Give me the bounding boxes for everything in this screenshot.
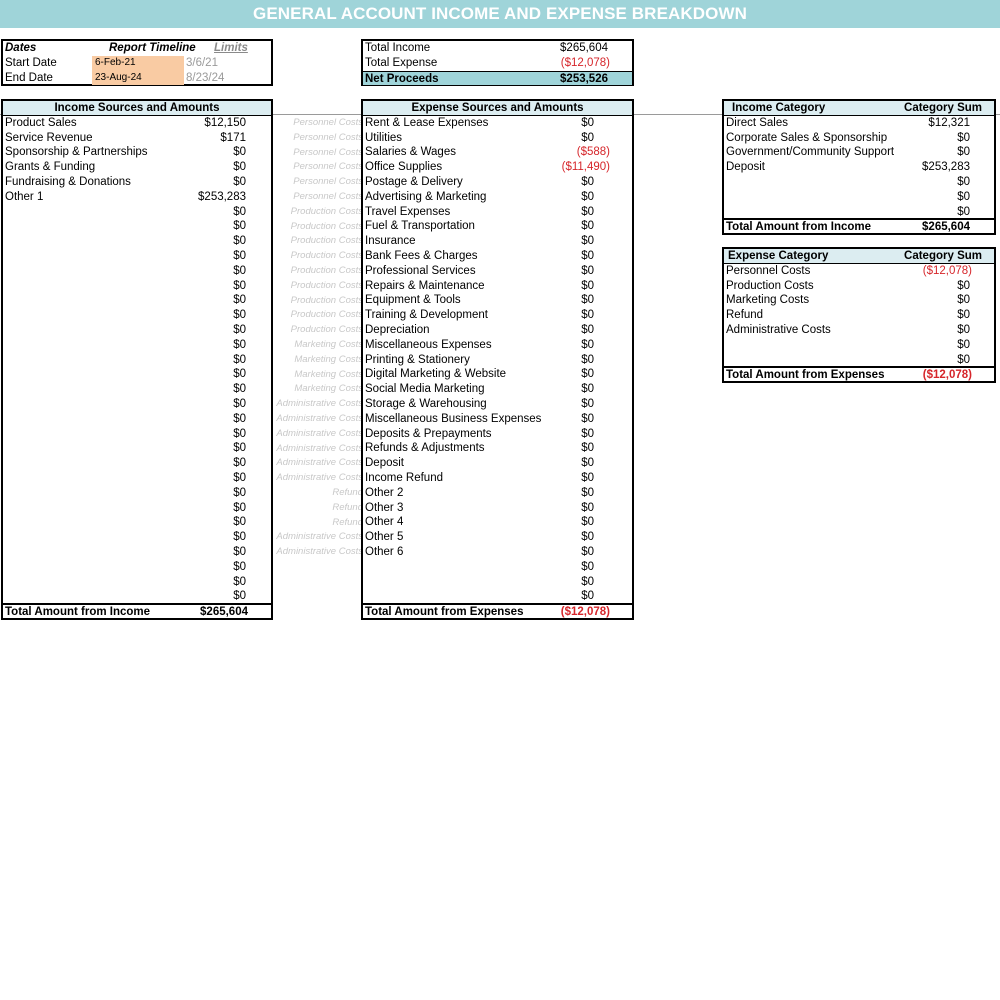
income-row-label: Fundraising & Donations — [5, 175, 131, 188]
expense-row-label: Salaries & Wages — [365, 146, 456, 159]
expense-category-hint: Administrative Costs — [276, 546, 363, 558]
expense-row — [363, 219, 632, 234]
expense-row — [363, 175, 632, 190]
income-row-amount[interactable]: $0 — [233, 397, 246, 410]
expense-row-amount[interactable]: $0 — [581, 264, 594, 277]
income-row — [3, 338, 271, 353]
expense-category-row-amount[interactable]: $0 — [957, 323, 970, 336]
income-row-amount[interactable]: $0 — [233, 560, 246, 573]
income-row-amount[interactable]: $0 — [233, 353, 246, 366]
expense-row-label: Insurance — [365, 235, 416, 248]
expense-row — [363, 560, 632, 575]
expense-category-row-amount[interactable]: ($12,078) — [922, 264, 972, 277]
expense-row-amount[interactable]: $0 — [581, 590, 594, 603]
expense-row — [363, 456, 632, 471]
expense-category-row — [724, 338, 994, 353]
expense-row-amount[interactable]: $0 — [581, 116, 594, 129]
income-row — [3, 575, 271, 590]
income-category-row-amount[interactable]: $0 — [957, 205, 970, 218]
expense-row-amount[interactable]: $0 — [581, 457, 594, 470]
expense-row-amount[interactable]: $0 — [581, 397, 594, 410]
income-row — [3, 293, 271, 308]
income-category-row-amount[interactable]: $0 — [957, 190, 970, 203]
expense-row — [363, 160, 632, 175]
dates-box — [1, 39, 273, 86]
expense-table — [361, 99, 634, 620]
expense-row-amount[interactable]: $0 — [581, 235, 594, 248]
income-row-amount[interactable]: $0 — [233, 383, 246, 396]
expense-row-amount[interactable]: $0 — [581, 205, 594, 218]
income-row — [3, 353, 271, 368]
income-row — [3, 560, 271, 575]
expense-row — [363, 427, 632, 442]
expense-category-hint — [275, 575, 363, 590]
start-date-label: Start Date — [5, 56, 57, 69]
expense-category-row — [724, 264, 994, 279]
expense-category-rows — [724, 264, 994, 368]
expense-category-total-label: Total Amount from Expenses — [726, 369, 885, 381]
expense-category-hint: Marketing Costs — [294, 368, 363, 380]
expense-row — [363, 116, 632, 131]
expense-row — [363, 293, 632, 308]
income-row-amount[interactable]: $0 — [233, 249, 246, 262]
expense-row-amount[interactable]: $0 — [581, 175, 594, 188]
income-category-row — [724, 205, 994, 220]
expense-category-row — [724, 323, 994, 338]
expense-row-amount[interactable]: $0 — [581, 323, 594, 336]
income-row — [3, 545, 271, 560]
income-row-label: Other 1 — [5, 190, 44, 203]
income-row — [3, 116, 271, 131]
expense-row-label: Training & Development — [365, 309, 488, 322]
end-date-row — [3, 71, 271, 86]
income-row — [3, 249, 271, 264]
income-row — [3, 234, 271, 249]
expense-row-amount[interactable]: $0 — [581, 412, 594, 425]
expense-row-amount[interactable]: $0 — [581, 427, 594, 440]
expense-row-amount[interactable]: $0 — [581, 516, 594, 529]
expense-category-hint: Refund — [332, 516, 363, 528]
income-row — [3, 427, 271, 442]
expense-category-table — [722, 247, 996, 383]
income-row — [3, 456, 271, 471]
expense-row-label: Storage & Warehousing — [365, 397, 487, 410]
income-row-amount[interactable]: $0 — [233, 161, 246, 174]
expense-row-amount[interactable]: $0 — [581, 190, 594, 203]
expense-category-hint: Personnel Costs — [293, 117, 363, 128]
dates-header-row — [3, 41, 271, 56]
income-category-header-label: Income Category — [732, 102, 826, 114]
expense-total-value: ($12,078) — [560, 606, 610, 618]
income-table-header: Income Sources and Amounts — [3, 101, 271, 116]
income-row-label: Sponsorship & Partnerships — [5, 146, 148, 159]
income-row — [3, 486, 271, 501]
total-expense-value: ($12,078) — [560, 56, 610, 69]
net-proceeds-value: $253,526 — [560, 72, 608, 85]
income-category-rows — [724, 116, 994, 220]
expense-row-label: Depreciation — [365, 323, 430, 336]
expense-row-amount[interactable]: $0 — [581, 294, 594, 307]
expense-row-amount[interactable]: $0 — [581, 471, 594, 484]
expense-row — [363, 131, 632, 146]
expense-row-label: Travel Expenses — [365, 205, 451, 218]
expense-row-label: Equipment & Tools — [365, 294, 461, 307]
income-category-row-label: Deposit — [726, 161, 765, 174]
end-date-label: End Date — [5, 71, 53, 84]
income-row-amount[interactable]: $0 — [233, 471, 246, 484]
expense-row-amount[interactable]: $0 — [581, 309, 594, 322]
income-row-amount[interactable]: $0 — [233, 279, 246, 292]
income-row-amount[interactable]: $0 — [233, 175, 246, 188]
start-date-input[interactable]: 6-Feb-21 — [92, 56, 184, 71]
expense-category-hint: Production Costs — [290, 235, 363, 247]
income-row-label: Grants & Funding — [5, 161, 96, 174]
expense-row-amount[interactable]: $0 — [581, 353, 594, 366]
income-row-amount[interactable]: $0 — [233, 501, 246, 514]
expense-category-row-label: Production Costs — [726, 279, 814, 292]
expense-category-hint — [275, 560, 363, 575]
income-row — [3, 279, 271, 294]
expense-row-label: Other 5 — [365, 531, 404, 544]
expense-category-header — [724, 249, 994, 264]
expense-category-hint: Production Costs — [290, 309, 363, 321]
expense-category-hint: Production Costs — [290, 324, 363, 336]
income-category-total-label: Total Amount from Income — [726, 221, 872, 233]
expense-row — [363, 338, 632, 353]
income-row-label: Service Revenue — [5, 131, 93, 144]
income-row — [3, 589, 271, 604]
expense-total-label: Total Amount from Expenses — [365, 606, 524, 618]
expense-category-hint: Production Costs — [290, 250, 363, 262]
income-row-amount[interactable]: $0 — [233, 427, 246, 440]
expense-row-amount[interactable]: $0 — [581, 442, 594, 455]
expense-row-label: Other 3 — [365, 501, 404, 514]
expense-category-hint: Production Costs — [290, 294, 363, 306]
income-category-header — [724, 101, 994, 116]
summary-income-row — [363, 41, 632, 56]
expense-row-label: Miscellaneous Expenses — [365, 338, 492, 351]
income-row — [3, 219, 271, 234]
expense-category-hint: Personnel Costs — [293, 161, 363, 173]
expense-row-amount[interactable]: $0 — [581, 249, 594, 262]
expense-category-hint: Production Costs — [290, 264, 363, 276]
expense-row-label: Other 2 — [365, 486, 404, 499]
expense-category-row-label: Refund — [726, 309, 764, 322]
expense-row-label: Other 6 — [365, 545, 404, 558]
expense-row-label: Utilities — [365, 131, 403, 144]
income-category-row-label: Government/Community Support — [726, 146, 895, 159]
expense-row — [363, 412, 632, 427]
expense-category-header-label: Expense Category — [728, 250, 829, 262]
income-row — [3, 397, 271, 412]
expense-category-hint: Marketing Costs — [294, 383, 363, 395]
expense-row-label: Fuel & Transportation — [365, 220, 475, 233]
expense-row — [363, 530, 632, 545]
expense-row-amount[interactable]: $0 — [581, 501, 594, 514]
income-row-amount[interactable]: $0 — [233, 264, 246, 277]
expense-category-hint: Personnel Costs — [293, 146, 363, 158]
income-category-total-value: $265,604 — [922, 221, 970, 233]
expense-row-amount[interactable]: $0 — [581, 220, 594, 233]
income-row-amount[interactable]: $0 — [233, 205, 246, 218]
start-date-row — [3, 56, 271, 71]
expense-row — [363, 397, 632, 412]
income-row-amount[interactable]: $0 — [233, 323, 246, 336]
expense-row — [363, 575, 632, 590]
summary-expense-row — [363, 56, 632, 71]
expense-row-label: Repairs & Maintenance — [365, 279, 485, 292]
expense-row-amount[interactable]: $0 — [581, 383, 594, 396]
income-row-amount[interactable]: $0 — [233, 146, 246, 159]
expense-category-hint: Administrative Costs — [276, 531, 363, 543]
income-category-table — [722, 99, 996, 235]
income-row-amount[interactable]: $0 — [233, 220, 246, 233]
income-row-label: Product Sales — [5, 116, 77, 129]
expense-row — [363, 323, 632, 338]
income-row-amount[interactable]: $0 — [233, 309, 246, 322]
expense-row-label: Postage & Delivery — [365, 175, 463, 188]
expense-category-hint: Personnel Costs — [293, 131, 363, 143]
income-row — [3, 530, 271, 545]
expense-row-amount[interactable]: $0 — [581, 338, 594, 351]
expense-row-amount[interactable]: $0 — [581, 279, 594, 292]
income-category-row-amount[interactable]: $253,283 — [922, 161, 970, 174]
expense-category-row-amount[interactable]: $0 — [957, 294, 970, 307]
expense-row-label: Digital Marketing & Website — [365, 368, 507, 381]
limits-label: Limits — [214, 42, 248, 54]
income-row — [3, 308, 271, 323]
income-category-row — [724, 116, 994, 131]
expense-row — [363, 264, 632, 279]
income-row-amount[interactable]: $0 — [233, 412, 246, 425]
expense-row-amount[interactable]: $0 — [581, 131, 594, 144]
expense-row — [363, 205, 632, 220]
expense-row-label: Advertising & Marketing — [365, 190, 487, 203]
expense-category-hints — [275, 116, 363, 604]
income-total-label: Total Amount from Income — [5, 606, 151, 618]
expense-row-label: Refunds & Adjustments — [365, 442, 485, 455]
income-total-value: $265,604 — [200, 606, 248, 618]
income-table — [1, 99, 273, 620]
expense-row — [363, 353, 632, 368]
expense-category-hint: Administrative Costs — [276, 472, 363, 484]
income-row — [3, 264, 271, 279]
expense-category-total-value: ($12,078) — [922, 369, 972, 381]
income-category-row-label: Corporate Sales & Sponsorship — [726, 131, 888, 144]
income-row-amount[interactable]: $0 — [233, 457, 246, 470]
expense-row-amount[interactable]: $0 — [581, 545, 594, 558]
income-row — [3, 471, 271, 486]
expense-row-amount[interactable]: $0 — [581, 575, 594, 588]
income-row — [3, 441, 271, 456]
income-row-amount[interactable]: $0 — [233, 368, 246, 381]
expense-row — [363, 249, 632, 264]
expense-row-label: Social Media Marketing — [365, 383, 485, 396]
expense-total-row — [363, 603, 632, 618]
expense-row — [363, 382, 632, 397]
total-income-label: Total Income — [365, 42, 431, 54]
net-proceeds-label: Net Proceeds — [365, 72, 439, 85]
income-category-row-label: Direct Sales — [726, 116, 788, 129]
expense-row-label: Rent & Lease Expenses — [365, 116, 489, 129]
expense-category-hint: Administrative Costs — [276, 427, 363, 439]
expense-category-hint: Administrative Costs — [276, 442, 363, 454]
expense-category-hint: Personnel Costs — [293, 176, 363, 188]
income-row — [3, 367, 271, 382]
expense-row — [363, 145, 632, 160]
report-timeline-label: Report Timeline — [109, 42, 196, 54]
income-row — [3, 501, 271, 516]
expense-category-header-sum: Category Sum — [904, 250, 982, 262]
expense-category-hint: Refund — [332, 486, 363, 498]
income-row — [3, 160, 271, 175]
expense-category-row-amount[interactable]: $0 — [957, 353, 970, 366]
expense-category-hint: Production Costs — [290, 205, 363, 217]
expense-category-row — [724, 308, 994, 323]
expense-category-hint: Production Costs — [290, 220, 363, 232]
income-row — [3, 190, 271, 205]
expense-row-amount[interactable]: $0 — [581, 486, 594, 499]
income-category-row-amount[interactable]: $0 — [957, 175, 970, 188]
income-row — [3, 131, 271, 146]
expense-row-amount[interactable]: ($588) — [576, 146, 610, 159]
income-row-amount[interactable]: $0 — [233, 545, 246, 558]
expense-row-label: Bank Fees & Charges — [365, 249, 478, 262]
expense-row-amount[interactable]: ($11,490) — [561, 161, 610, 174]
income-row-amount[interactable]: $253,283 — [198, 190, 246, 203]
expense-row — [363, 308, 632, 323]
income-row-amount[interactable]: $0 — [233, 486, 246, 499]
income-row — [3, 175, 271, 190]
expense-row-amount[interactable]: $0 — [581, 560, 594, 573]
expense-category-hint: Production Costs — [290, 279, 363, 291]
income-row-amount[interactable]: $0 — [233, 338, 246, 351]
expense-row-label: Deposit — [365, 457, 404, 470]
expense-row — [363, 441, 632, 456]
end-date-limit: 8/23/24 — [186, 71, 225, 84]
expense-category-row-amount[interactable]: $0 — [957, 338, 970, 351]
expense-row — [363, 589, 632, 604]
income-category-row — [724, 145, 994, 160]
income-category-row-amount[interactable]: $12,321 — [928, 116, 970, 129]
expense-category-hint — [275, 590, 363, 605]
total-income-value: $265,604 — [560, 42, 608, 54]
income-row — [3, 205, 271, 220]
income-category-row-amount[interactable]: $0 — [957, 131, 970, 144]
expense-category-row — [724, 353, 994, 368]
expense-category-row-label: Personnel Costs — [726, 264, 811, 277]
expense-category-hint: Administrative Costs — [276, 412, 363, 424]
income-category-row — [724, 190, 994, 205]
expense-row — [363, 545, 632, 560]
income-row — [3, 515, 271, 530]
expense-category-hint: Marketing Costs — [294, 353, 363, 365]
expense-category-row-label: Marketing Costs — [726, 294, 810, 307]
expense-category-hint: Personnel Costs — [293, 190, 363, 202]
income-row — [3, 145, 271, 160]
income-category-row — [724, 131, 994, 146]
expense-category-row — [724, 293, 994, 308]
income-row-amount[interactable]: $12,150 — [204, 116, 246, 129]
expense-category-row — [724, 279, 994, 294]
income-row-amount[interactable]: $0 — [233, 442, 246, 455]
expense-row-label: Other 4 — [365, 516, 404, 529]
income-total-row — [3, 603, 271, 618]
expense-row — [363, 471, 632, 486]
income-row-amount[interactable]: $0 — [233, 235, 246, 248]
income-row — [3, 323, 271, 338]
income-category-header-sum: Category Sum — [904, 102, 982, 114]
expense-rows — [363, 116, 632, 604]
expense-category-row-amount[interactable]: $0 — [957, 309, 970, 322]
income-row-amount[interactable]: $0 — [233, 531, 246, 544]
expense-row — [363, 486, 632, 501]
expense-row-label: Deposits & Prepayments — [365, 427, 492, 440]
expense-row — [363, 234, 632, 249]
income-row — [3, 412, 271, 427]
total-expense-label: Total Expense — [365, 56, 438, 69]
income-category-row — [724, 175, 994, 190]
expense-category-hint: Marketing Costs — [294, 338, 363, 350]
expense-row-label: Miscellaneous Business Expenses — [365, 412, 542, 425]
expense-row — [363, 367, 632, 382]
expense-category-hint: Administrative Costs — [276, 398, 363, 410]
expense-category-hint: Administrative Costs — [276, 457, 363, 469]
expense-row-amount[interactable]: $0 — [581, 531, 594, 544]
expense-category-hint: Refund — [332, 501, 363, 513]
income-row-amount[interactable]: $0 — [233, 590, 246, 603]
expense-category-row-label: Administrative Costs — [726, 323, 831, 336]
income-category-row-amount[interactable]: $0 — [957, 146, 970, 159]
expense-row-label: Income Refund — [365, 471, 443, 484]
summary-box — [361, 39, 634, 86]
income-row-amount[interactable]: $0 — [233, 516, 246, 529]
income-row — [3, 382, 271, 397]
income-category-total-row — [724, 218, 994, 233]
income-rows — [3, 116, 271, 604]
expense-row-label: Professional Services — [365, 264, 476, 277]
expense-row-label: Printing & Stationery — [365, 353, 470, 366]
expense-category-row-amount[interactable]: $0 — [957, 279, 970, 292]
expense-row — [363, 515, 632, 530]
expense-table-header: Expense Sources and Amounts — [363, 101, 632, 116]
income-row-amount[interactable]: $0 — [233, 294, 246, 307]
expense-row — [363, 190, 632, 205]
start-date-limit: 3/6/21 — [186, 56, 218, 69]
summary-net-row — [363, 71, 632, 86]
expense-category-total-row — [724, 366, 994, 381]
expense-row — [363, 279, 632, 294]
expense-row-label: Office Supplies — [365, 161, 443, 174]
expense-row — [363, 501, 632, 516]
income-category-row — [724, 160, 994, 175]
page-title: GENERAL ACCOUNT INCOME AND EXPENSE BREAKDOWN — [0, 0, 1000, 28]
income-row-amount[interactable]: $171 — [220, 131, 246, 144]
income-row-amount[interactable]: $0 — [233, 575, 246, 588]
dates-label: Dates — [5, 42, 37, 54]
end-date-input[interactable]: 23-Aug-24 — [92, 71, 184, 86]
expense-row-amount[interactable]: $0 — [581, 368, 594, 381]
